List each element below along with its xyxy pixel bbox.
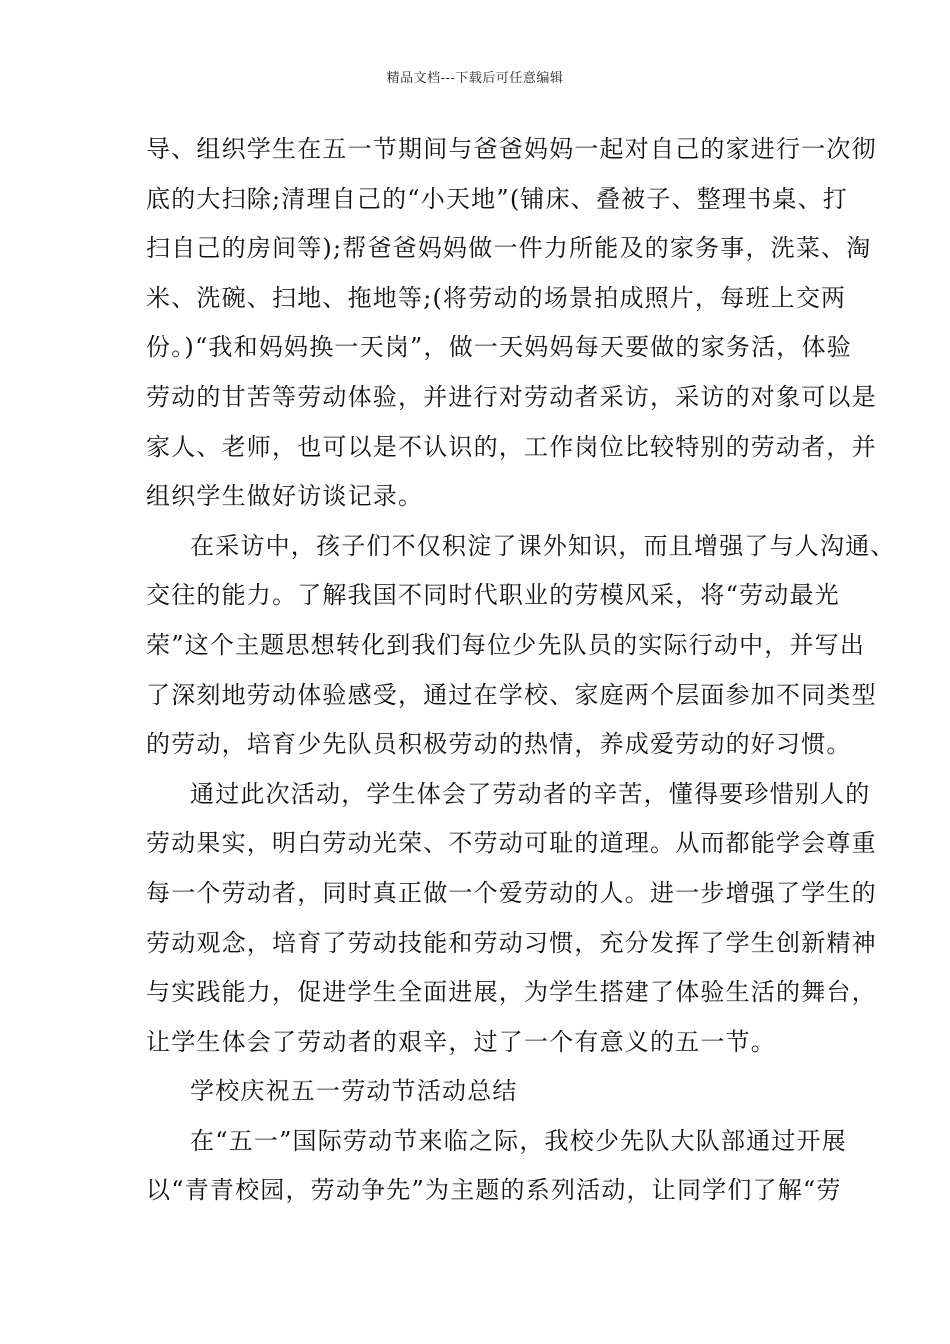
text-line: 交往的能力。了解我国不同时代职业的劳模风采，将“劳动最光	[146, 581, 840, 610]
text-line: 导、组织学生在五一节期间与爸爸妈妈一起对自己的家进行一次彻	[146, 135, 877, 163]
text-line: 以“青青校园，劳动争先”为主题的系列活动，让同学们了解“劳	[146, 1176, 842, 1205]
page-header: 精品文档---下载后可任意编辑	[386, 71, 564, 86]
text-line: 每一个劳动者，同时真正做一个爱劳动的人。进一步增强了学生的	[146, 878, 877, 907]
text-line: 的劳动，培育少先队员积极劳动的热情，养成爱劳动的好习惯。	[146, 730, 852, 759]
paragraph-first-line: 通过此次活动，学生体会了劳动者的辛苦，懂得要珍惜别人的	[190, 779, 871, 808]
text-line: 荣”这个主题思想转化到我们每位少先队员的实际行动中，并写出	[146, 630, 866, 659]
text-line: 份。)“我和妈妈换一天岗”，做一天妈妈每天要做的家务活，体验	[146, 333, 852, 362]
text-line: 了深刻地劳动体验感受，通过在学校、家庭两个层面参加不同类型	[146, 680, 877, 709]
text-line: 组织学生做好访谈记录。	[146, 482, 424, 511]
text-line: 劳动观念，培育了劳动技能和劳动习惯，充分发挥了学生创新精神	[146, 928, 877, 957]
section-title: 学校庆祝五一劳动节活动总结	[190, 1077, 518, 1106]
text-line: 与实践能力，促进学生全面进展，为学生搭建了体验生活的舞台，	[146, 978, 877, 1007]
text-line: 扫自己的房间等);帮爸爸妈妈做一件力所能及的家务事，洗菜、淘	[146, 234, 872, 263]
paragraph-first-line: 在“五一”国际劳动节来临之际，我校少先队大队部通过开展	[190, 1126, 847, 1155]
text-line: 让学生体会了劳动者的艰辛，过了一个有意义的五一节。	[146, 1027, 776, 1056]
paragraph-first-line: 在采访中，孩子们不仅积淀了课外知识，而且增强了与人沟通、	[190, 531, 896, 560]
text-line: 米、洗碗、扫地、拖地等;(将劳动的场景拍成照片，每班上交两	[146, 283, 847, 312]
text-line: 劳动果实，明白劳动光荣、不劳动可耻的道理。从而都能学会尊重	[146, 829, 877, 858]
text-line: 家人、老师，也可以是不认识的，工作岗位比较特别的劳动者，并	[146, 432, 877, 461]
document-body	[146, 125, 896, 1216]
text-line: 劳动的甘苦等劳动体验，并进行对劳动者采访，采访的对象可以是	[146, 382, 877, 411]
text-line: 底的大扫除;清理自己的“小天地”(铺床、叠被子、整理书桌、打	[146, 184, 848, 213]
